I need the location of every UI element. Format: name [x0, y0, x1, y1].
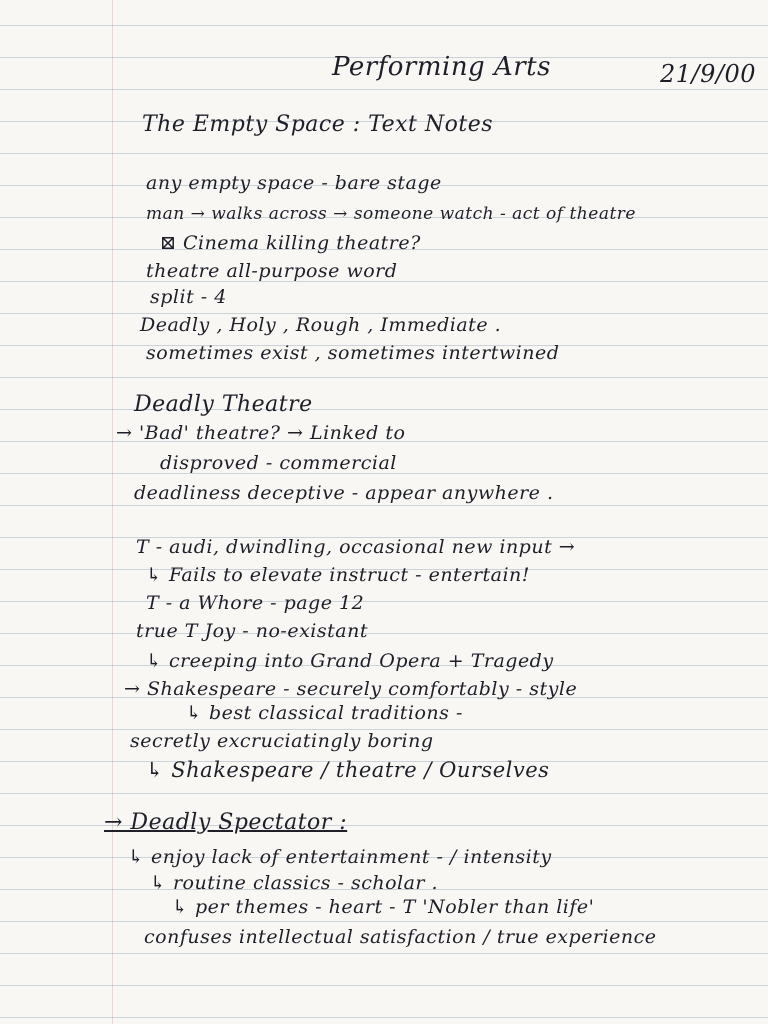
note-line: ↳ routine classics - scholar .	[150, 872, 439, 894]
note-line: ↳ creeping into Grand Opera + Tragedy	[146, 650, 554, 672]
margin-line	[112, 0, 113, 1024]
note-line: any empty space - bare stage	[146, 172, 442, 194]
note-line: → 'Bad' theatre? → Linked to	[116, 422, 406, 444]
note-line: ↳ per themes - heart - T 'Nobler than life'	[172, 896, 595, 918]
note-line: T - audi, dwindling, occasional new input →	[136, 536, 576, 558]
note-line: ↳ Shakespeare / theatre / Ourselves	[146, 758, 550, 782]
note-line: man → walks across → someone watch - act of theatre	[146, 204, 636, 224]
page-date: 21/9/00	[660, 60, 757, 88]
note-line: disproved - commercial	[160, 452, 397, 474]
note-line: ↳ enjoy lack of entertainment - / intensity	[128, 846, 552, 868]
note-line: theatre all-purpose word	[146, 260, 398, 282]
note-line: ↳ Fails to elevate instruct - entertain!	[146, 564, 530, 586]
note-line: Deadly , Holy , Rough , Immediate .	[140, 314, 502, 336]
note-line: split - 4	[150, 286, 227, 308]
note-line: T - a Whore - page 12	[146, 592, 365, 614]
section-heading: The Empty Space : Text Notes	[142, 112, 494, 137]
note-line: secretly excruciatingly boring	[130, 730, 434, 752]
note-line: deadliness deceptive - appear anywhere .	[134, 482, 554, 504]
section-heading: Deadly Theatre	[134, 392, 313, 417]
note-line: → Shakespeare - securely comfortably - style	[124, 678, 578, 700]
note-line: confuses intellectual satisfaction / true experience	[144, 926, 657, 948]
note-line: ↳ best classical traditions -	[186, 702, 463, 724]
note-line: true T Joy - no-existant	[136, 620, 368, 642]
note-line: ⊠ Cinema killing theatre?	[160, 232, 421, 254]
section-heading: → Deadly Spectator :	[104, 810, 348, 835]
page-title: Performing Arts	[332, 52, 551, 82]
note-line: sometimes exist , sometimes intertwined	[146, 342, 560, 364]
